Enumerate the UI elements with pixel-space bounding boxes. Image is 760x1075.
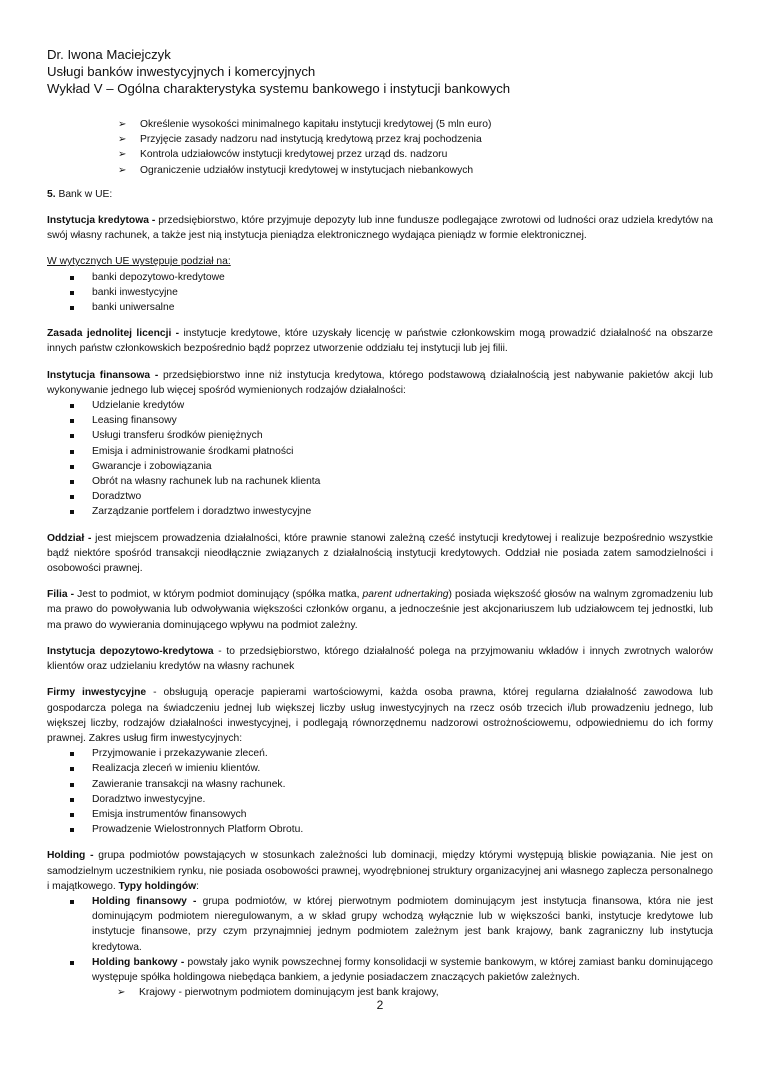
list-item: Prowadzenie Wielostronnych Platform Obrotu. — [47, 822, 713, 837]
list-item: Obrót na własny rachunek lub na rachunek klienta — [47, 474, 713, 489]
list-item: ➢ Ograniczenie udziałów instytucji kredytowej w instytucjach niebankowych — [47, 163, 713, 178]
list-item: ➢ Określenie wysokości minimalnego kapitału instytucji kredytowej (5 mln euro) — [47, 117, 713, 132]
paragraph-firmy: Firmy inwestycyjne - obsługują operacje papierami wartościowymi, każda osoba prawna, której regularna działalność zawodowa lub gospodarcza polega na świadczeniu jednej lub większej liczby usług inwestycyjnych na rzecz osób trzecich i/lub prowadzeniu jednego, lub większej liczby, rodzajów działalności inwestycyjnej, i podlegają równorzędnemu nadzorowi ostrożnościowemu, odpowiedniemu do ich formy prawnej. Zakres usług firm inwestycyjnych: — [47, 687, 714, 744]
list-item: ➢ Przyjęcie zasady nadzoru nad instytucją kredytową przez kraj pochodzenia — [47, 132, 713, 147]
paragraph-licencja: Zasada jednolitej licencji - instytucje kredytowe, które uzyskały licencję w państwie członkowskim mogą prowadzić działalność na obszarze innych państw członkowskich bezpośrednio bądź poprzez utworzenie oddziału tej instytucji lub jej filii. — [47, 328, 713, 355]
paragraph-instytucja-finansowa: Instytucja finansowa - przedsiębiorstwo inne niż instytucja kredytowa, którego podstawową działalnością jest nabywanie pakietów akcji lub wykonywanie jednego lub więcej spośród wymienionych rodzajów działalności: — [47, 369, 713, 396]
list-item: Zawieranie transakcji na własny rachunek. — [47, 777, 713, 792]
list-item: Gwarancje i zobowiązania — [47, 459, 713, 474]
firmy-list — [47, 746, 713, 837]
page-number: 2 — [376, 998, 384, 1012]
list-item: Doradztwo — [47, 489, 713, 504]
list-item: banki uniwersalne — [47, 300, 713, 315]
list-item: ➢ Krajowy - pierwotnym podmiotem dominującym jest bank krajowy, — [47, 985, 713, 1000]
list-item: banki depozytowo-kredytowe — [47, 270, 713, 285]
list-item: Leasing finansowy — [47, 413, 713, 428]
paragraph-filia: Filia - Jest to podmiot, w którym podmiot dominujący (spółka matka, parent udnertaking) posiada większość głosów na walnym zgromadzeniu lub ma prawo do powoływania lub odwoływania większości członków organu, a jednocześnie jest akcjonariuszem lub udziałowcem tej jednostki, lub ma prawo do wywierania dominującego wpływu na podmiot zależny. — [47, 589, 713, 631]
paragraph-depozytowo: Instytucja depozytowo-kredytowa - to przedsiębiorstwo, którego działalność polega na przyjmowaniu wkładów i innych zwrotnych walorów klientów oraz udzielaniu kredytów na własny rachunek — [47, 645, 713, 673]
page-header — [47, 46, 510, 97]
podzial-heading: W wytycznych UE występuje podział na: — [47, 256, 231, 268]
list-item: Emisja instrumentów finansowych — [47, 807, 713, 822]
list-item: Doradztwo inwestycyjne. — [47, 792, 713, 807]
lecture-line: Wykład V – Ogólna charakterystyka systemu bankowego i instytucji bankowych — [47, 81, 511, 96]
list-item: banki inwestycyjne — [47, 285, 713, 300]
paragraph-instytucja-kredytowa: Instytucja kredytowa - przedsiębiorstwo, które przyjmuje depozyty lub inne fundusze podlegające zwrotowi od ludności oraz udziela kredytów na swój własny rachunek, a także jest nią instytucja pieniądza elektronicznego wydająca pieniądz w formie elektronicznej. — [47, 215, 713, 242]
section-heading: 5. Bank w UE: — [47, 188, 113, 200]
list-item: Usługi transferu środków pieniężnych — [47, 428, 713, 443]
list-item: Realizacja zleceń w imieniu klientów. — [47, 761, 713, 776]
holding-types-list — [47, 894, 713, 985]
author-line: Dr. Iwona Maciejczyk — [47, 47, 171, 62]
list-item: Emisja i administrowanie środkami płatności — [47, 444, 713, 459]
paragraph-holding: Holding - grupa podmiotów powstających w stosunkach zależności lub dominacji, między którymi występują bliskie powiązania. Nie jest on samodzielnym uczestnikiem rynku, nie posiada osobowości prawnej, wyodrębnionej struktury organizacyjnej ani własnego zaplecza personalnego i majątkowego. Typy holdingów: — [47, 850, 714, 892]
intro-list — [47, 117, 713, 178]
podzial-list — [47, 270, 713, 316]
course-line: Usługi banków inwestycyjnych i komercyjnych — [47, 64, 316, 79]
list-item: Udzielanie kredytów — [47, 398, 713, 413]
finansowa-list — [47, 398, 713, 520]
list-item: Zarządzanie portfelem i doradztwo inwestycyjne — [47, 504, 713, 519]
document-body — [47, 117, 713, 1000]
list-item: Holding bankowy - powstały jako wynik powszechnej formy konsolidacji w systemie bankowym, w której zamiast banku dominującego występuje spółka holdingowa niebędąca bankiem, a jedynie posiadaczem znaczących pakietów zależnych. — [47, 955, 713, 985]
list-item: Holding finansowy - grupa podmiotów, w której pierwotnym podmiotem dominującym jest instytucja finansowa, która nie jest dominującym podmiotem nieregulowanym, a w skład grupy wchodzą wyłącznie lub w większości banki, instytucje kredytowe lub instytucje finansowe, przy czym przynajmniej jednym podmiotem zależnym jest bank krajowy, bank zagraniczny lub instytucja kredytowa. — [47, 894, 713, 955]
list-item: Przyjmowanie i przekazywanie zleceń. — [47, 746, 713, 761]
list-item: ➢ Kontrola udziałowców instytucji kredytowej przez urząd ds. nadzoru — [47, 147, 713, 162]
paragraph-oddzial: Oddział - jest miejscem prowadzenia działalności, które prawnie stanowi zależną cześć instytucji kredytowej i realizuje bezpośrednio wszystkie bądź niektóre spośród transakcji nieodłącznie związanych z działalnością instytucji kredytowych. Oddział nie posiada zatem samodzielności i osobowości prawnej. — [47, 532, 713, 575]
